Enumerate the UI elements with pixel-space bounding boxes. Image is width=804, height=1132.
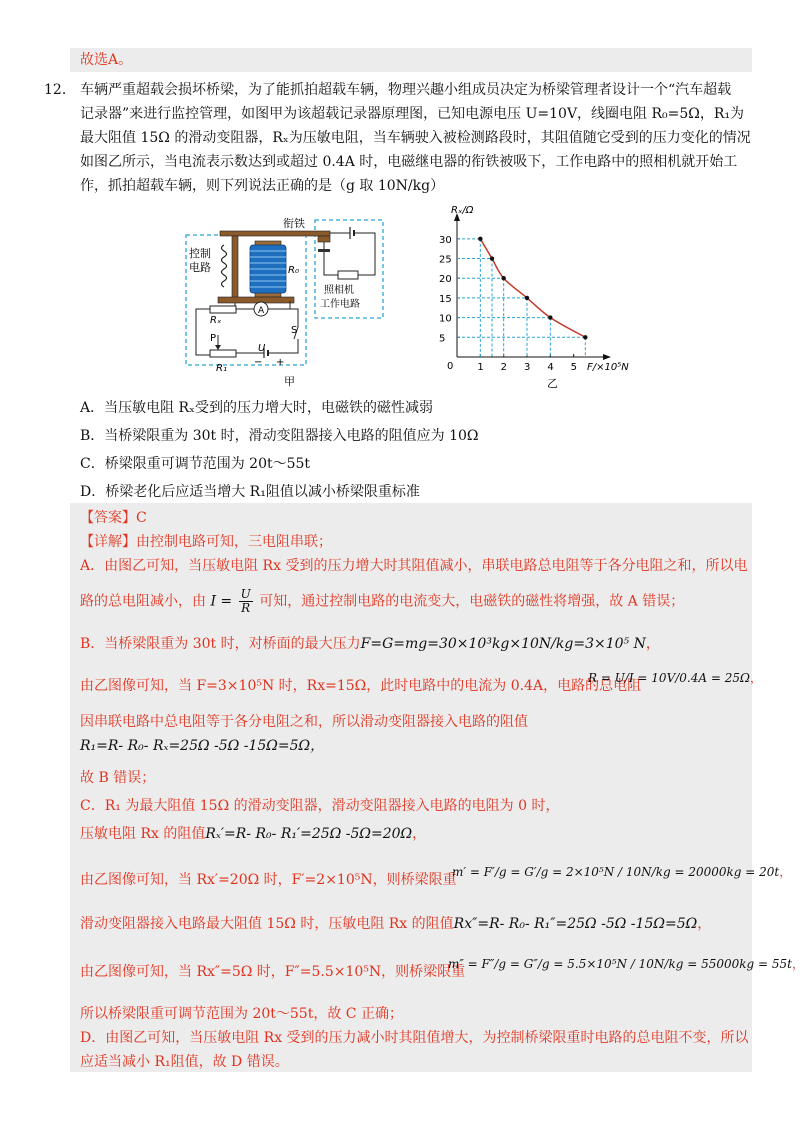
armature-bar bbox=[220, 231, 330, 236]
svg-text:控制: 控制 bbox=[189, 247, 211, 260]
solution-c-mass-2: m″ = F″/g = G″/g = 5.5×10⁵N / 10N/kg = 55000kg = 55t， bbox=[448, 957, 804, 971]
solution-d-line-1: D．由图乙可知，当压敏电阻 Rx 受到的压力减小时其阻值增大，为控制桥梁限重时电路的总电阻不变，所以 bbox=[80, 1030, 749, 1046]
option-c: C．桥梁限重可调节范围为 20t～55t bbox=[80, 456, 311, 472]
data-point bbox=[548, 315, 552, 319]
question-line-2: 记录器”来进行监控管理，如图甲为该超载记录器原理图，已知电源电压 U=10V，线圈电阻 R₀=5Ω，R₁为 bbox=[80, 106, 745, 122]
option-d: D．桥梁老化后应适当增大 R₁阻值以减小桥梁限重标准 bbox=[80, 484, 420, 500]
svg-text:+: + bbox=[276, 357, 285, 368]
data-point bbox=[525, 296, 529, 300]
x-tick-label: 5 bbox=[570, 362, 578, 373]
question-line-3: 最大阻值 15Ω 的滑动变阻器，Rₓ为压敏电阻，当车辆驶入被检测路段时，其阻值随它受到的压力变化的情况 bbox=[80, 130, 751, 146]
chart-caption: 乙 bbox=[547, 377, 558, 390]
spring bbox=[222, 245, 227, 287]
svg-text:电路: 电路 bbox=[189, 261, 211, 274]
data-point bbox=[490, 256, 494, 260]
question-line-1: 车辆严重超载会损坏桥梁，为了能抓拍超载车辆，物理兴趣小组成员决定为桥梁管理者设计一个“汽车超载 bbox=[80, 82, 732, 98]
y-tick-label: 25 bbox=[439, 254, 452, 266]
answer-value: C bbox=[136, 510, 147, 526]
svg-text:照相机: 照相机 bbox=[324, 285, 354, 296]
solution-c-line-5: 由乙图像可知，当 Rx″=5Ω 时，F″=5.5×10⁵N，则桥梁限重 bbox=[80, 964, 466, 980]
electromagnet-coil bbox=[250, 245, 286, 293]
solution-d-line-2: 应适当减小 R₁阻值，故 D 错误。 bbox=[80, 1054, 289, 1070]
x-axis-arrow bbox=[603, 354, 611, 360]
ohm-fraction: $\frac{U}{R}$ bbox=[240, 587, 251, 615]
svg-text:工作电路: 工作电路 bbox=[320, 299, 360, 310]
solution-c-line-3: 由乙图像可知，当 Rx′=20Ω 时，F′=2×10⁵N，则桥梁限重 bbox=[80, 872, 457, 888]
solution-a-line-1: A．由图乙可知，当压敏电阻 Rx 受到的压力增大时其阻值减小，串联电路总电阻等于各分电阻之和，所以电 bbox=[80, 558, 748, 574]
circuit-diagram-jia bbox=[180, 205, 395, 390]
solution-b-line-5: 故 B 错误； bbox=[80, 770, 156, 786]
x-tick-label: 2 bbox=[500, 362, 508, 373]
question-line-5: 作，抓拍超载车辆，则下列说法正确的是（g 取 10N/kg） bbox=[80, 178, 445, 194]
option-b: B．当桥梁限重为 30t 时，滑动变阻器接入电路的阻值应为 10Ω bbox=[80, 428, 479, 444]
y-tick-label: 15 bbox=[439, 293, 452, 305]
solution-c-mass-1: m′ = F′/g = G′/g = 2×10⁵N / 10N/kg = 20000kg = 20t， bbox=[452, 865, 792, 879]
solution-c-line-4: 滑动变阻器接入电路最大阻值 15Ω 时，压敏电阻 Rx 的阻值Rx″=R- R₀- R₁″=25Ω -5Ω -15Ω=5Ω， bbox=[80, 916, 712, 932]
y-tick-label: 10 bbox=[439, 313, 452, 325]
r1-resistor bbox=[210, 350, 236, 357]
data-point bbox=[478, 237, 482, 241]
rx-resistor bbox=[210, 306, 236, 313]
x-axis-label: F/×10⁵N bbox=[587, 362, 629, 373]
svg-text:S: S bbox=[291, 325, 298, 336]
solution-c-line-2: 压敏电阻 Rx 的阻值Rₓ′=R- R₀- R₁′=25Ω -5Ω=20Ω， bbox=[80, 826, 427, 842]
solution-c-line-6: 所以桥梁限重可调节范围为 20t～55t，故 C 正确； bbox=[80, 1006, 403, 1022]
svg-text:Rₓ: Rₓ bbox=[210, 315, 222, 326]
svg-text:−: − bbox=[254, 357, 263, 368]
svg-text:P: P bbox=[210, 333, 217, 344]
previous-answer-line: 故选A。 bbox=[80, 52, 133, 68]
detail-tag: 【详解】 bbox=[80, 534, 136, 550]
solution-b-line-4: R₁=R- R₀- Rₓ=25Ω -5Ω -15Ω=5Ω， bbox=[80, 738, 325, 754]
answer-tag: 【答案】 bbox=[80, 510, 136, 526]
svg-text:衔铁: 衔铁 bbox=[283, 217, 305, 230]
solution-b-line-3: 因串联电路中总电阻等于各分电阻之和，所以滑动变阻器接入电路的阻值 bbox=[80, 714, 528, 730]
y-tick-label: 30 bbox=[439, 234, 452, 246]
question-number: 12． bbox=[44, 82, 76, 98]
x-tick-label: 4 bbox=[547, 362, 554, 373]
solution-b-line-1: B．当桥梁限重为 30t 时，对桥面的最大压力F=G=mg=30×10³kg×10N/kg=3×10⁵ N， bbox=[80, 636, 660, 652]
question-line-4: 如图乙所示，当电流表示数达到或超过 0.4A 时，电磁继电器的衔铁被吸下，工作电路中的照相机就开始工 bbox=[80, 154, 738, 170]
solution-a-line-2: 路的总电阻减小，由 I = $\frac{U}{R}$ 可知，通过控制电路的电流变大，电磁铁的磁性将增强，故 A 错误； bbox=[80, 587, 685, 615]
camera-resistor bbox=[338, 271, 358, 279]
y-tick-label: 20 bbox=[439, 274, 452, 286]
origin-label: 0 bbox=[447, 361, 454, 372]
option-a: A．当压敏电阻 Rₓ受到的压力增大时，电磁铁的磁性减弱 bbox=[80, 400, 434, 416]
svg-text:R₁: R₁ bbox=[216, 363, 227, 374]
y-tick-label: 5 bbox=[439, 333, 446, 345]
data-point bbox=[501, 276, 505, 280]
x-tick-label: 3 bbox=[524, 362, 531, 373]
answer-line bbox=[80, 508, 147, 528]
data-point bbox=[583, 335, 587, 339]
y-axis-label: Rₓ/Ω bbox=[451, 205, 474, 216]
svg-text:A: A bbox=[258, 306, 265, 316]
svg-text:R₀: R₀ bbox=[288, 265, 299, 276]
detail-intro-line bbox=[80, 532, 332, 552]
previous-answer-band bbox=[70, 48, 752, 72]
rx-curve bbox=[480, 239, 585, 337]
detail-intro: 由控制电路可知，三电阻串联； bbox=[136, 534, 332, 550]
x-tick-label: 1 bbox=[477, 362, 484, 373]
svg-text:甲: 甲 bbox=[284, 375, 295, 388]
solution-c-line-1: C．R₁ 为最大阻值 15Ω 的滑动变阻器，滑动变阻器接入电路的电阻为 0 时， bbox=[80, 798, 560, 814]
svg-text:U: U bbox=[258, 343, 266, 354]
solution-b-total-resistance: R = U/I = 10V/0.4A = 25Ω， bbox=[588, 671, 762, 685]
rx-force-chart bbox=[425, 205, 629, 390]
solution-b-line-2: 由乙图像可知，当 F=3×10⁵N 时，Rx=15Ω，此时电路中的电流为 0.4A，电路的总电阻 bbox=[80, 678, 642, 694]
